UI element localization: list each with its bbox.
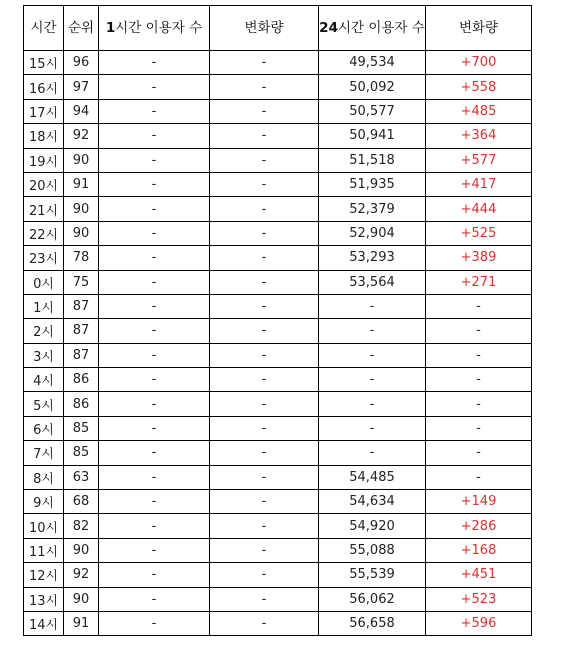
cell-1h-users: - <box>99 563 210 587</box>
cell-change-24h: - <box>426 319 532 343</box>
cell-1h-users: - <box>99 392 210 416</box>
header-change-1h: 변화량 <box>210 6 319 51</box>
cell-change-1h: - <box>210 319 319 343</box>
cell-change-1h: - <box>210 51 319 75</box>
cell-24h-users: 55,088 <box>319 538 426 562</box>
cell-rank: 96 <box>64 51 99 75</box>
table-row <box>24 294 532 318</box>
cell-time: 11시 <box>24 538 64 562</box>
cell-24h-users: - <box>319 343 426 367</box>
cell-change-24h: - <box>426 441 532 465</box>
table-row <box>24 368 532 392</box>
cell-24h-users: 53,564 <box>319 270 426 294</box>
cell-1h-users: - <box>99 611 210 635</box>
cell-rank: 87 <box>64 343 99 367</box>
cell-change-24h: +577 <box>426 148 532 172</box>
cell-rank: 92 <box>64 124 99 148</box>
cell-1h-users: - <box>99 51 210 75</box>
cell-change-24h: +417 <box>426 172 532 196</box>
table-row <box>24 221 532 245</box>
cell-time: 16시 <box>24 75 64 99</box>
cell-change-24h: - <box>426 465 532 489</box>
cell-rank: 94 <box>64 99 99 123</box>
cell-24h-users: 54,485 <box>319 465 426 489</box>
cell-1h-users: - <box>99 343 210 367</box>
cell-time: 22시 <box>24 221 64 245</box>
table-row <box>24 319 532 343</box>
cell-1h-users: - <box>99 197 210 221</box>
cell-1h-users: - <box>99 465 210 489</box>
cell-time: 1시 <box>24 294 64 318</box>
cell-1h-users: - <box>99 246 210 270</box>
cell-change-1h: - <box>210 368 319 392</box>
cell-rank: 87 <box>64 319 99 343</box>
cell-change-1h: - <box>210 441 319 465</box>
cell-24h-users: 52,379 <box>319 197 426 221</box>
cell-change-24h: +364 <box>426 124 532 148</box>
table-row <box>24 441 532 465</box>
cell-24h-users: 50,941 <box>319 124 426 148</box>
cell-change-1h: - <box>210 490 319 514</box>
table-row <box>24 416 532 440</box>
header-24h-users-text: 시간 이용자 수 <box>337 19 425 36</box>
cell-24h-users: - <box>319 392 426 416</box>
cell-change-24h: - <box>426 343 532 367</box>
cell-1h-users: - <box>99 514 210 538</box>
cell-rank: 75 <box>64 270 99 294</box>
cell-change-1h: - <box>210 343 319 367</box>
header-1h-users-number: 1 <box>105 19 116 36</box>
cell-1h-users: - <box>99 368 210 392</box>
cell-time: 3시 <box>24 343 64 367</box>
cell-24h-users: 49,534 <box>319 51 426 75</box>
cell-change-24h: +286 <box>426 514 532 538</box>
cell-rank: 78 <box>64 246 99 270</box>
cell-24h-users: 55,539 <box>319 563 426 587</box>
cell-rank: 97 <box>64 75 99 99</box>
cell-change-1h: - <box>210 538 319 562</box>
user-stats-table <box>23 5 532 636</box>
header-row <box>24 6 532 51</box>
cell-24h-users: - <box>319 294 426 318</box>
cell-24h-users: 51,518 <box>319 148 426 172</box>
cell-time: 14시 <box>24 611 64 635</box>
cell-change-24h: +444 <box>426 197 532 221</box>
cell-change-1h: - <box>210 611 319 635</box>
cell-change-1h: - <box>210 246 319 270</box>
header-1h-users-text: 시간 이용자 수 <box>115 19 203 36</box>
table-row <box>24 587 532 611</box>
cell-time: 7시 <box>24 441 64 465</box>
cell-change-24h: +389 <box>426 246 532 270</box>
cell-change-24h: +523 <box>426 587 532 611</box>
cell-change-1h: - <box>210 514 319 538</box>
cell-1h-users: - <box>99 441 210 465</box>
cell-change-1h: - <box>210 148 319 172</box>
cell-change-1h: - <box>210 294 319 318</box>
table-row <box>24 514 532 538</box>
cell-24h-users: 50,577 <box>319 99 426 123</box>
cell-change-1h: - <box>210 392 319 416</box>
cell-rank: 92 <box>64 563 99 587</box>
table-row <box>24 563 532 587</box>
header-rank: 순위 <box>64 6 99 51</box>
cell-rank: 90 <box>64 221 99 245</box>
header-time: 시간 <box>24 6 64 51</box>
cell-change-24h: - <box>426 368 532 392</box>
table-row <box>24 465 532 489</box>
table-row <box>24 270 532 294</box>
cell-1h-users: - <box>99 490 210 514</box>
cell-1h-users: - <box>99 148 210 172</box>
table-row <box>24 392 532 416</box>
cell-1h-users: - <box>99 75 210 99</box>
cell-24h-users: - <box>319 319 426 343</box>
cell-rank: 63 <box>64 465 99 489</box>
table-row <box>24 611 532 635</box>
cell-time: 4시 <box>24 368 64 392</box>
cell-24h-users: 56,062 <box>319 587 426 611</box>
cell-24h-users: - <box>319 441 426 465</box>
cell-time: 8시 <box>24 465 64 489</box>
cell-24h-users: 54,634 <box>319 490 426 514</box>
header-24h-users-number: 24 <box>319 19 338 36</box>
table-row <box>24 538 532 562</box>
table-row <box>24 490 532 514</box>
header-1h-users <box>99 6 210 51</box>
cell-rank: 90 <box>64 148 99 172</box>
cell-rank: 85 <box>64 416 99 440</box>
cell-rank: 86 <box>64 392 99 416</box>
table-row <box>24 75 532 99</box>
cell-change-24h: +525 <box>426 221 532 245</box>
cell-rank: 86 <box>64 368 99 392</box>
cell-rank: 91 <box>64 172 99 196</box>
cell-24h-users: 52,904 <box>319 221 426 245</box>
cell-change-24h: +700 <box>426 51 532 75</box>
cell-time: 6시 <box>24 416 64 440</box>
cell-change-24h: +485 <box>426 99 532 123</box>
table-body <box>24 51 532 636</box>
cell-change-1h: - <box>210 197 319 221</box>
cell-change-24h: +271 <box>426 270 532 294</box>
cell-change-24h: +168 <box>426 538 532 562</box>
cell-change-24h: - <box>426 294 532 318</box>
cell-1h-users: - <box>99 587 210 611</box>
cell-rank: 90 <box>64 197 99 221</box>
cell-time: 19시 <box>24 148 64 172</box>
cell-24h-users: - <box>319 368 426 392</box>
cell-change-24h: +596 <box>426 611 532 635</box>
cell-change-24h: +558 <box>426 75 532 99</box>
cell-time: 2시 <box>24 319 64 343</box>
cell-change-1h: - <box>210 416 319 440</box>
cell-change-24h: - <box>426 392 532 416</box>
cell-change-1h: - <box>210 124 319 148</box>
cell-time: 10시 <box>24 514 64 538</box>
cell-time: 5시 <box>24 392 64 416</box>
cell-rank: 91 <box>64 611 99 635</box>
table-row <box>24 51 532 75</box>
cell-change-1h: - <box>210 270 319 294</box>
cell-time: 15시 <box>24 51 64 75</box>
table-row <box>24 124 532 148</box>
cell-time: 18시 <box>24 124 64 148</box>
cell-24h-users: - <box>319 416 426 440</box>
cell-1h-users: - <box>99 270 210 294</box>
cell-time: 17시 <box>24 99 64 123</box>
cell-1h-users: - <box>99 319 210 343</box>
cell-1h-users: - <box>99 172 210 196</box>
cell-1h-users: - <box>99 124 210 148</box>
cell-change-1h: - <box>210 465 319 489</box>
cell-time: 13시 <box>24 587 64 611</box>
table-row <box>24 343 532 367</box>
cell-24h-users: 56,658 <box>319 611 426 635</box>
cell-rank: 85 <box>64 441 99 465</box>
cell-change-1h: - <box>210 99 319 123</box>
cell-time: 23시 <box>24 246 64 270</box>
cell-1h-users: - <box>99 538 210 562</box>
cell-rank: 90 <box>64 587 99 611</box>
cell-rank: 82 <box>64 514 99 538</box>
cell-time: 20시 <box>24 172 64 196</box>
cell-change-24h: +451 <box>426 563 532 587</box>
cell-24h-users: 53,293 <box>319 246 426 270</box>
header-change-24h: 변화량 <box>426 6 532 51</box>
table-row <box>24 246 532 270</box>
cell-rank: 87 <box>64 294 99 318</box>
cell-1h-users: - <box>99 99 210 123</box>
cell-rank: 90 <box>64 538 99 562</box>
table-row <box>24 99 532 123</box>
cell-change-1h: - <box>210 221 319 245</box>
cell-24h-users: 51,935 <box>319 172 426 196</box>
cell-1h-users: - <box>99 294 210 318</box>
table-row <box>24 148 532 172</box>
cell-24h-users: 54,920 <box>319 514 426 538</box>
table-row <box>24 172 532 196</box>
table-row <box>24 197 532 221</box>
cell-time: 9시 <box>24 490 64 514</box>
cell-24h-users: 50,092 <box>319 75 426 99</box>
cell-change-24h: +149 <box>426 490 532 514</box>
cell-change-1h: - <box>210 172 319 196</box>
cell-time: 12시 <box>24 563 64 587</box>
cell-change-1h: - <box>210 563 319 587</box>
cell-change-1h: - <box>210 75 319 99</box>
cell-change-1h: - <box>210 587 319 611</box>
cell-1h-users: - <box>99 416 210 440</box>
cell-1h-users: - <box>99 221 210 245</box>
cell-time: 21시 <box>24 197 64 221</box>
cell-rank: 68 <box>64 490 99 514</box>
header-24h-users <box>319 6 426 51</box>
cell-change-24h: - <box>426 416 532 440</box>
cell-time: 0시 <box>24 270 64 294</box>
data-table-container <box>23 5 532 636</box>
